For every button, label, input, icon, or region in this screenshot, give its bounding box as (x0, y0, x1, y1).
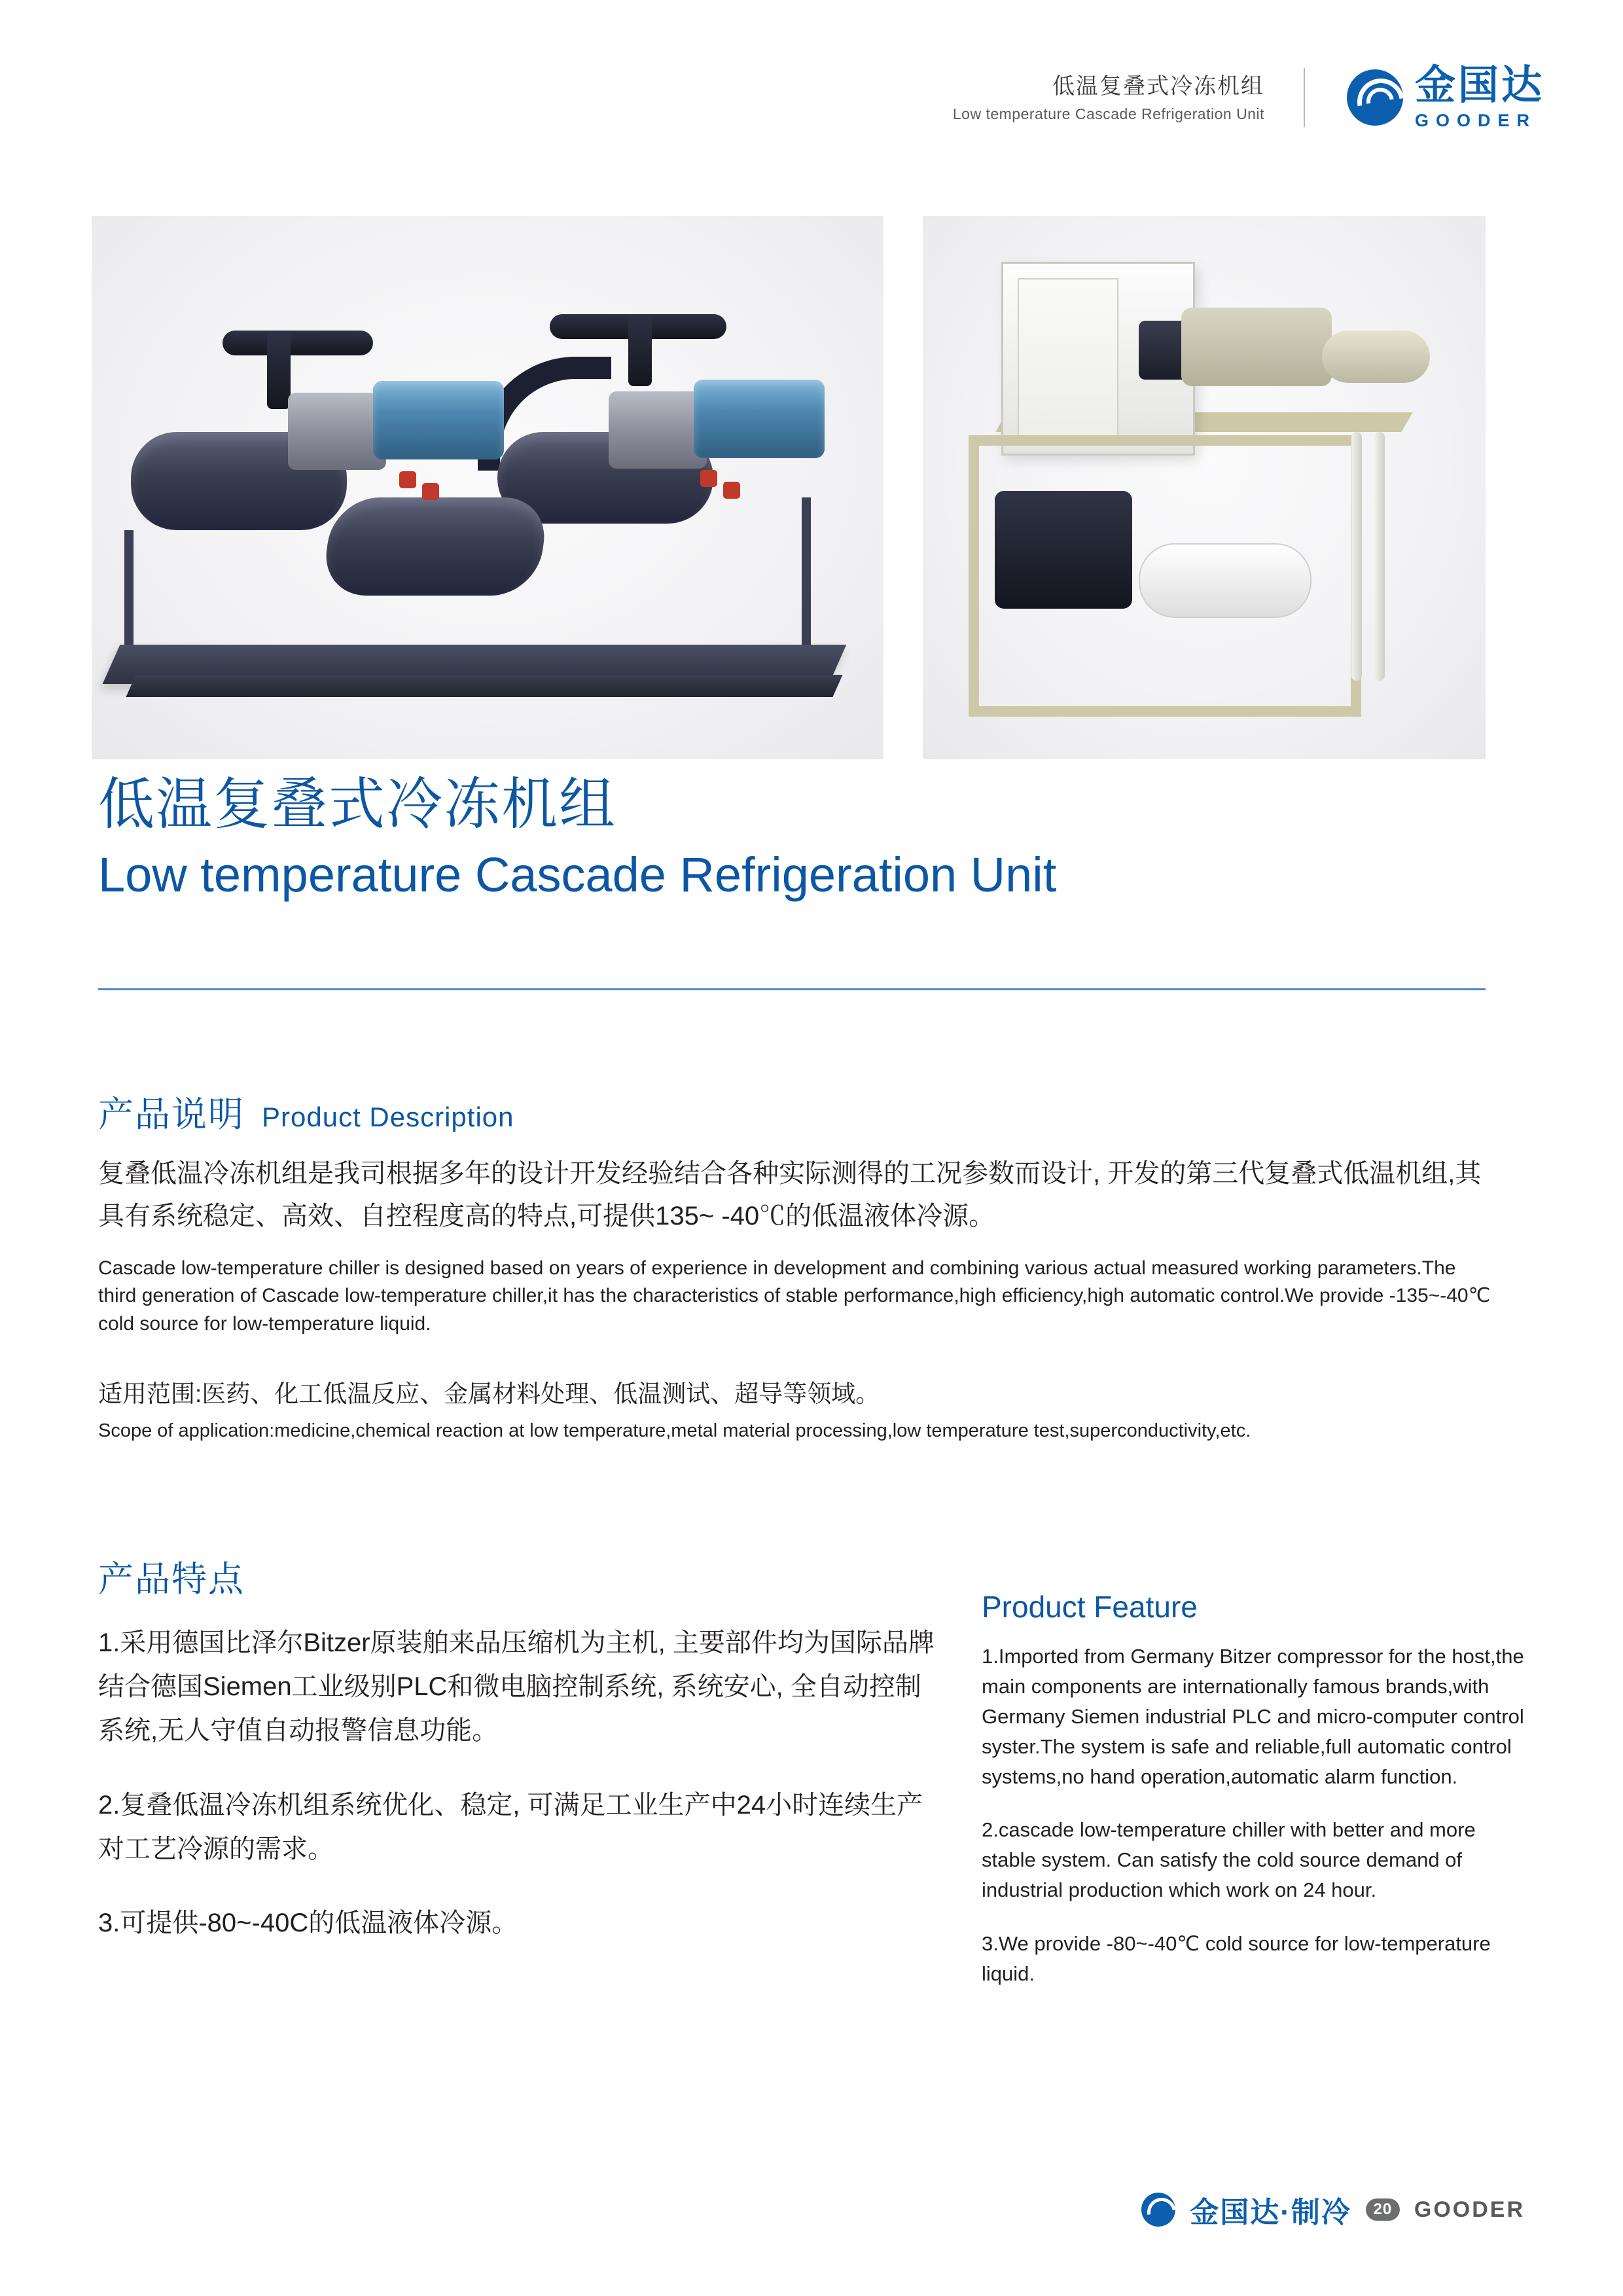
product-description-section (98, 1086, 1499, 1444)
photo-detail (126, 675, 842, 697)
photo-detail (1181, 308, 1332, 386)
photo-detail (1351, 432, 1362, 681)
feature-item-en: 1.Imported from Germany Bitzer compressor for the host,the main components are internationally famous brands,with Germany Siemen industrial PLC and micro-computer control syster.The system is safe and reliable,full automatic control systems,no hand operation,automatic alarm function. (982, 1645, 1524, 1788)
footer-anniversary-badge: 20 (1366, 2198, 1400, 2221)
footer-brand-en: GOODER (1414, 2197, 1525, 2222)
hero-images (92, 216, 1531, 759)
brand-text (1415, 65, 1544, 130)
header-title-cn: 低温复叠式冷冻机组 (1052, 73, 1264, 99)
photo-detail (995, 491, 1132, 609)
header-divider (1304, 68, 1305, 127)
photo-detail (373, 381, 504, 459)
photo-detail (422, 483, 439, 500)
brand-name-cn: 金国达 (1414, 63, 1544, 108)
photo-detail (1322, 331, 1430, 383)
feature-heading-cn: 产品特点 (98, 1560, 245, 1599)
photo-detail (399, 471, 416, 488)
feature-item-cn: 1.采用德国比泽尔Bitzer原装舶来品压缩机为主机, 主要部件均为国际品牌结合德国Siemen工业级别PLC和微电脑控制系统, 系统安心, 全自动控制系统,无人守值自动报警信息功能。 (98, 1628, 935, 1746)
section-heading-cn: 产品说明 (98, 1095, 245, 1134)
scope-cn: 适用范围:医药、化工低温反应、金属材料处理、低温测试、超导等领域。 (98, 1380, 880, 1408)
page-title-cn: 低温复叠式冷冻机组 (98, 773, 616, 836)
feature-item-cn: 3.可提供-80~-40C的低温液体冷源。 (98, 1908, 518, 1937)
section-heading-en: Product Description (262, 1102, 514, 1132)
photo-detail (288, 393, 386, 470)
header-title-en: Low temperature Cascade Refrigeration Unit (952, 105, 1264, 123)
feature-item-en: 3.We provide -80~-40℃ cold source for low-temperature liquid. (982, 1932, 1491, 1985)
section-heading (98, 1086, 1499, 1137)
feature-column-cn (98, 1551, 942, 2013)
feature-column-en (982, 1551, 1525, 2013)
page-title-en: Low temperature Cascade Refrigeration Unit (98, 847, 1057, 902)
scope-en: Scope of application:medicine,chemical reaction at low temperature,metal material processing,low temperature test,superconductivity,etc. (98, 1420, 1251, 1441)
photo-detail (267, 331, 291, 409)
photo-detail (223, 331, 373, 355)
photo-detail (320, 497, 550, 596)
feature-heading-en: Product Feature (982, 1590, 1198, 1624)
photo-detail (628, 314, 652, 386)
photo-detail (1139, 543, 1311, 618)
feature-item-cn: 2.复叠低温冷冻机组系统优化、稳定, 可满足工业生产中24小时连续生产对工艺冷源的需求。 (98, 1790, 923, 1863)
footer-brand-cn: 金国达·制冷 (1190, 2197, 1351, 2229)
page-title (98, 772, 1525, 905)
photo-detail (1374, 432, 1385, 681)
product-feature-section (98, 1551, 1525, 2013)
feature-item-en: 2.cascade low-temperature chiller with better and more stable system. Can satisfy the cold source demand of industrial production which work on 24 hour. (982, 1818, 1476, 1902)
description-body-en: Cascade low-temperature chiller is designed based on years of experience in development and combining various actual measured working parameters.The third generation of Cascade low-temperature chiller,it has the characteristics of stable performance,high efficiency,high automatic control.We provide -135~-40℃ cold source for low-temperature liquid. (98, 1257, 1491, 1335)
photo-detail (609, 391, 707, 469)
description-body-cn: 复叠低温冷冻机组是我司根据多年的设计开发经验结合各种实际测得的工况参数而设计, 开发的第三代复叠式低温机组,其具有系统稳定、高效、自控程度高的特点,可提供135~ -40℃的低温液体冷源。 (98, 1159, 1482, 1230)
header-title-group (953, 72, 1284, 124)
gooder-swirl-icon (1141, 2193, 1175, 2227)
product-photo-cabinet (923, 216, 1486, 759)
photo-detail (723, 482, 740, 499)
page-footer (1141, 2189, 1525, 2231)
brand-name-en: GOODER (1414, 111, 1537, 130)
gooder-swirl-icon (1347, 69, 1403, 126)
brand-logo (1325, 65, 1544, 130)
page-header (953, 65, 1544, 130)
product-photo-skid (92, 216, 883, 759)
title-divider (98, 988, 1486, 990)
photo-detail (694, 380, 825, 458)
photo-detail (1018, 278, 1118, 441)
photo-detail (700, 470, 717, 487)
